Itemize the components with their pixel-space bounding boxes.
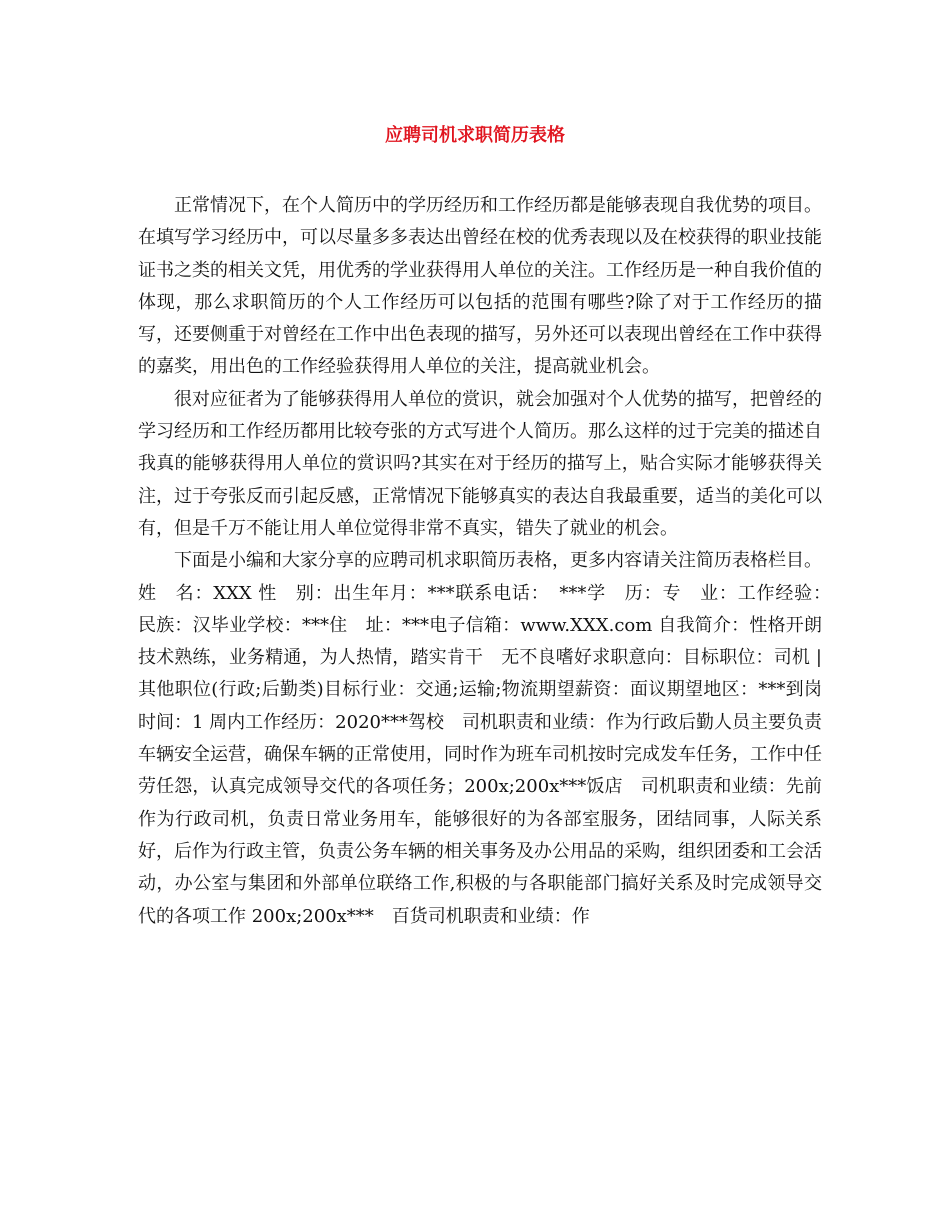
paragraph-caution: 很对应征者为了能够获得用人单位的赏识，就会加强对个人优势的描写，把曾经的学习经历和工作经历都用比较夸张的方式写进个人简历。那么这样的过于完美的描述自我真的能够获得用人单位的赏识吗?其实在对于经历的描写上，贴合实际才能够获得关注，过于夸张反而引起反感，正常情况下能够真实的表达自我最重要，适当的美化可以有，但是千万不能让用人单位觉得非常不真实，错失了就业的机会。 [138,388,822,539]
paragraph-share: 下面是小编和大家分享的应聘司机求职简历表格，更多内容请关注简历表格栏目。 [174,550,822,572]
document-body [138,190,840,933]
paragraph-intro: 正常情况下，在个人简历中的学历经历和工作经历都是能够表现自我优势的项目。在填写学习经历中，可以尽量多多表达出曾经在校的优秀表现以及在校获得的职业技能证书之类的相关文凭，用优秀的学业获得用人单位的关注。工作经历是一种自我价值的体现，那么求职简历的个人工作经历可以包括的范围有哪些?除了对于工作经历的描写，还要侧重于对曾经在工作中出色表现的描写，另外还可以表现出曾经在工作中获得的嘉奖，用出色的工作经验获得用人单位的关注，提高就业机会。 [138,195,822,378]
paragraph-resume-details: 姓 名：XXX 性 别：出生年月：***联系电话： ***学 历：专 业：工作经验： 民族：汉毕业学校：***住 址：***电子信箱：www.XXX.com 自我简介：性格开朗 技术熟练，业务精通，为人热情，踏实肯干 无不良嗜好求职意向：目标职位：司机 | 其他职位(行政;后勤类)目标行业：交通;运输;物流期望薪资：面议期望地区：***到岗时间：1 周内工作经历：2020***驾校 司机职责和业绩：作为行政后勤人员主要负责车辆安全运营，确保车辆的正常使用，同时作为班车司机按时完成发车任务，工作中任劳任怨，认真完成领导交代的各项任务；200x;200x***饭店 司机职责和业绩：先前作为行政司机，负责日常业务用车，能够很好的为各部室服务，团结同事，人际关系好，后作为行政主管，负责公务车辆的相关事务及办公用品的采购，组织团委和工会活动，办公室与集团和外部单位联络工作,积极的与各职能部门搞好关系及时完成领导交代的各项工作 200x;200x*** 百货司机职责和业绩：作 [138,582,840,927]
document-title: 应聘司机求职简历表格 [385,125,565,146]
